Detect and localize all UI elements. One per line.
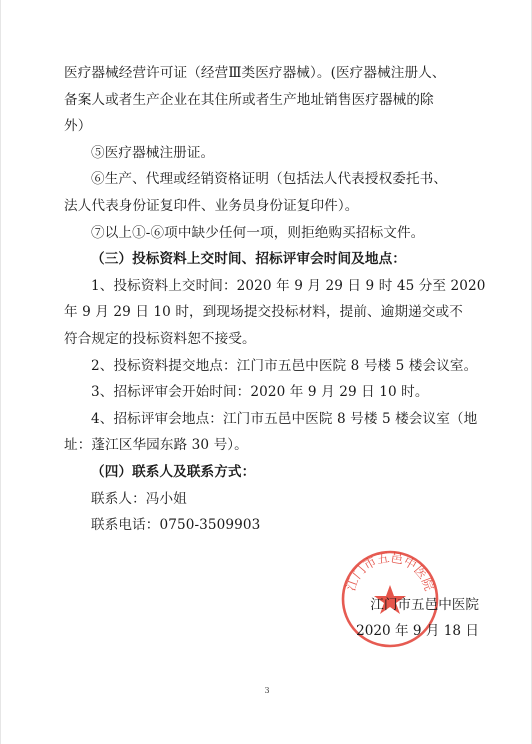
section-3-heading: （三）投标资料上交时间、招标评审会时间及地点： — [91, 251, 406, 268]
section-3-item-1-line-2: 年 9 月 29 日 10 时，到现场提交投标材料，提前、逾期递交或不 — [64, 304, 463, 321]
contact-person: 联系人：冯小姐 — [91, 490, 187, 507]
body-line-3: 外） — [64, 118, 92, 135]
item-5-line: ⑤医疗器械注册证。 — [91, 144, 215, 161]
section-3-item-3: 3、招标评审会开始时间：2020 年 9 月 29 日 10 时。 — [91, 384, 429, 401]
document-body — [64, 60, 486, 539]
signature-date: 2020 年 9 月 18 日 — [356, 623, 479, 639]
signature-org: 江门市五邑中医院 — [370, 597, 479, 613]
section-3-item-1-line-1: 1、投标资料上交时间：2020 年 9 月 29 日 9 时 45 分至 2020 — [91, 277, 486, 294]
item-6-line-2: 法人代表身份证复印件、业务员身份证复印件）。 — [64, 197, 359, 214]
item-7-line: ⑦以上①-⑥项中缺少任何一项，则拒绝购买招标文件。 — [91, 224, 425, 241]
section-3-item-4-line-2: 址：蓬江区华园东路 30 号）。 — [64, 437, 248, 454]
contact-phone: 联系电话：0750-3509903 — [91, 517, 261, 534]
body-line-2: 备案人或者生产企业在其住所或者生产地址销售医疗器械的除 — [64, 91, 434, 108]
page-number: 3 — [264, 686, 270, 695]
signature-block — [319, 592, 479, 644]
section-4-heading: （四）联系人及联系方式： — [91, 463, 256, 480]
body-line-1: 医疗器械经营许可证（经营Ⅲ类医疗器械）。(医疗器械注册人、 — [64, 65, 446, 81]
section-3-item-4-line-1: 4、招标评审会地点：江门市五邑中医院 8 号楼 5 楼会议室（地 — [91, 410, 478, 427]
seal-text: 江门市五邑中医院 — [342, 549, 438, 593]
section-3-item-1-line-3: 符合规定的投标资料恕不接受。 — [64, 330, 256, 347]
section-3-item-2: 2、投标资料提交地点：江门市五邑中医院 8 号楼 5 楼会议室。 — [91, 357, 478, 374]
item-6-line-1: ⑥生产、代理或经销资格证明（包括法人代表授权委托书、 — [91, 171, 448, 188]
